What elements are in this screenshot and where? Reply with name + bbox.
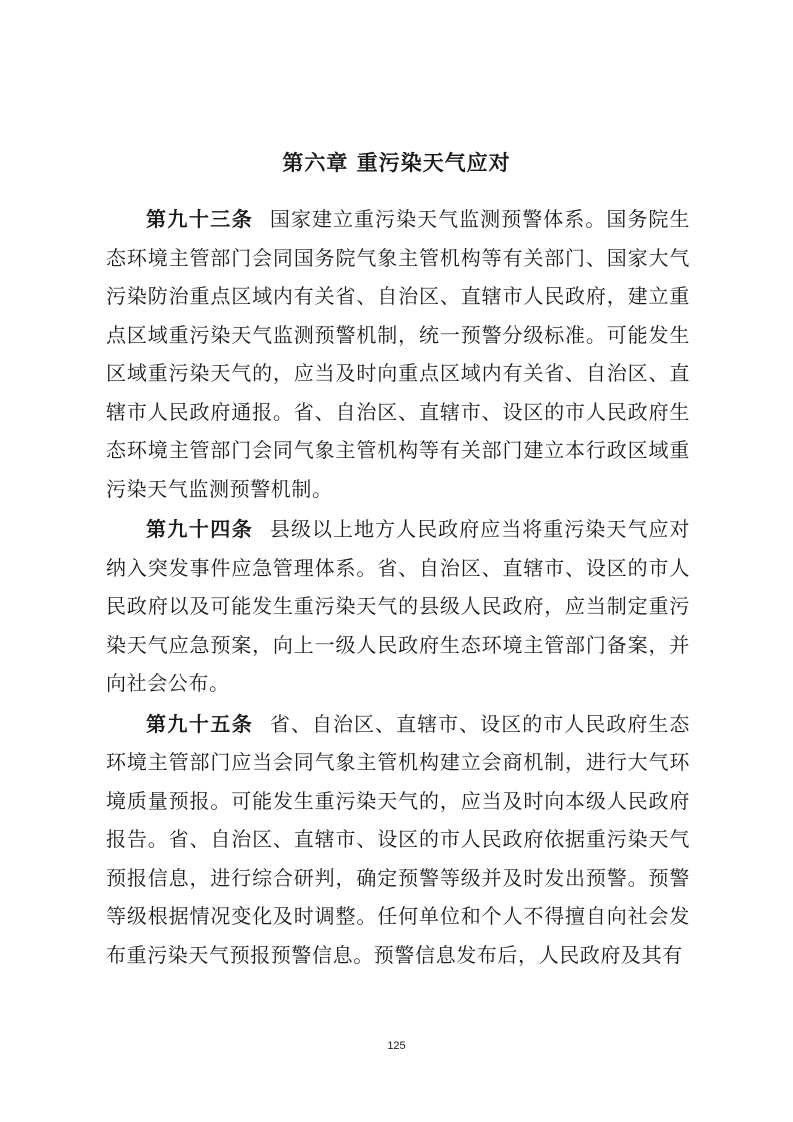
- article-93: [106, 200, 690, 508]
- article-text: 省、自治区、直辖市、设区的市人民政府生态环境主管部门应当会同气象主管机构建立会商机制，进行大气环境质量预报。可能发生重污染天气的，应当及时向本级人民政府报告。省、自治区、直辖市、设区的市人民政府依据重污染天气预报信息，进行综合研判，确定预警等级并及时发出预警。预警等级根据情况变化及时调整。任何单位和个人不得擅自向社会发布重污染天气预报预警信息。预警信息发布后，人民政府及其有: [106, 711, 691, 967]
- article-95: [106, 705, 690, 975]
- article-text: 国家建立重污染天气监测预警体系。国务院生态环境主管部门会同国务院气象主管机构等有关部门、国家大气污染防治重点区域内有关省、自治区、直辖市人民政府，建立重点区域重污染天气监测预警机制，统一预警分级标准。可能发生区域重污染天气的，应当及时向重点区域内有关省、自治区、直辖市人民政府通报。省、自治区、直辖市、设区的市人民政府生态环境主管部门会同气象主管机构等有关部门建立本行政区域重污染天气监测预警机制。: [106, 207, 691, 501]
- article-number: 第九十三条: [146, 207, 254, 231]
- article-94: [106, 510, 690, 703]
- article-text: 县级以上地方人民政府应当将重污染天气应对纳入突发事件应急管理体系。省、自治区、直辖市、设区的市人民政府以及可能发生重污染天气的县级人民政府，应当制定重污染天气应急预案，向上一级人民政府生态环境主管部门备案，并向社会公布。: [106, 517, 691, 695]
- page-number: 125: [387, 1040, 406, 1052]
- chapter-title: 第六章 重污染天气应对: [282, 151, 511, 175]
- document-body: [106, 200, 690, 976]
- article-number: 第九十四条: [146, 517, 254, 541]
- article-number: 第九十五条: [146, 711, 254, 736]
